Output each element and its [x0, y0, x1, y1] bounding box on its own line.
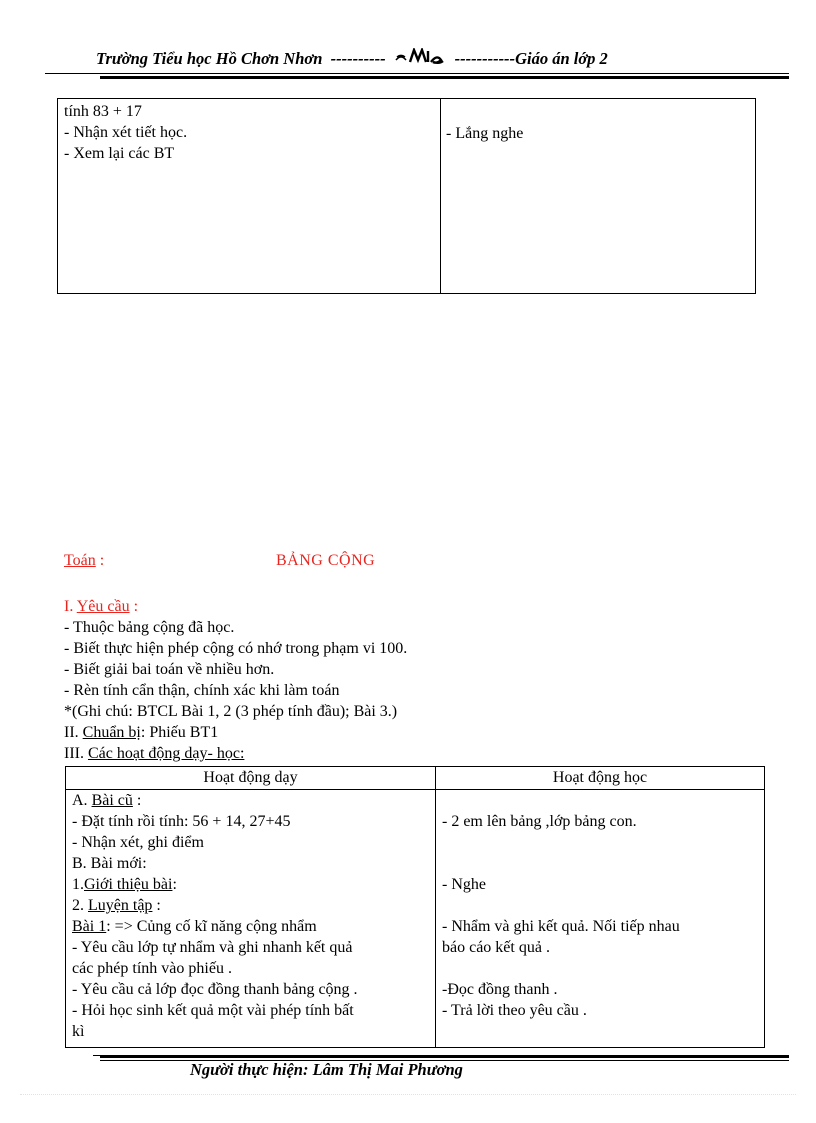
- school-name: Trường Tiểu học Hồ Chơn Nhơn: [96, 49, 323, 68]
- section-suffix: :: [172, 876, 177, 893]
- previous-lesson-table: [57, 98, 756, 294]
- exercise-label: Bài 1: [72, 918, 107, 935]
- activities-heading: [64, 743, 244, 764]
- student-line: -Đọc đồng thanh .: [442, 981, 558, 998]
- teacher-line: B. Bài mới:: [72, 855, 147, 872]
- page-header: [96, 48, 696, 72]
- requirements-heading: [64, 596, 138, 617]
- page-edge-dotted-line: [20, 1094, 796, 1095]
- heading-number: I.: [64, 598, 77, 615]
- activities-label: Các hoạt động dạy- học:: [87, 745, 245, 762]
- requirement-item: - Rèn tính cẩn thận, chính xác khi làm toán: [64, 682, 340, 699]
- footer-rule-thick: [100, 1055, 789, 1058]
- section-suffix: :: [132, 792, 142, 809]
- student-spacer: [442, 853, 762, 874]
- header-dashes-left: ----------: [330, 49, 386, 68]
- heading-suffix: :: [129, 598, 139, 615]
- logo-glyph-icon: [394, 48, 452, 64]
- requirement-item: - Biết giải bai toán về nhiều hơn.: [64, 661, 275, 678]
- lesson-title-row: [64, 552, 376, 574]
- header-rule-thin: [45, 73, 789, 74]
- teacher-line: - Nhận xét, ghi điểm: [72, 834, 204, 851]
- prep-label: Chuẩn bị: [82, 724, 141, 741]
- activities-number: III.: [64, 745, 88, 762]
- teacher-line: [72, 916, 430, 937]
- student-spacer: [442, 832, 762, 853]
- activities-table-header: [66, 767, 764, 790]
- requirement-item: - Biết thực hiện phép cộng có nhớ trong phạm vi 100.: [64, 640, 408, 657]
- section-number: 1.: [72, 876, 84, 893]
- prep-number: II.: [64, 724, 83, 741]
- lesson-title: BẢNG CỘNG: [276, 552, 376, 569]
- teacher-line: kì: [72, 1023, 85, 1040]
- table-column-divider: [440, 99, 441, 293]
- requirement-note: *(Ghi chú: BTCL Bài 1, 2 (3 phép tính đầu); Bài 3.): [64, 703, 398, 720]
- student-spacer: [442, 790, 762, 811]
- teacher-line: - Đặt tính rồi tính: 56 + 14, 27+45: [72, 813, 291, 830]
- student-spacer: [442, 958, 762, 979]
- exercise-goal: : => Củng cố kĩ năng cộng nhẩm: [106, 918, 317, 935]
- section-number: 2.: [72, 897, 88, 914]
- lesson-subject: Toán: [64, 552, 96, 569]
- section-label: Bài cũ: [91, 792, 133, 809]
- prep-value: : Phiếu BT1: [140, 724, 219, 741]
- teacher-line: - Yêu cầu cả lớp đọc đồng thanh bảng cộng .: [72, 981, 358, 998]
- teacher-line: [72, 895, 430, 916]
- activities-table: [65, 766, 765, 1048]
- previous-student-cell: [446, 123, 523, 144]
- student-spacer: [442, 895, 762, 916]
- previous-line: - Lắng nghe: [446, 125, 524, 142]
- preparation-line: [64, 722, 218, 743]
- teacher-line: [72, 790, 430, 811]
- previous-line: - Xem lại các BT: [64, 145, 175, 162]
- student-activities-cell: [442, 790, 762, 1021]
- section-number: A.: [72, 792, 92, 809]
- teacher-line: - Hỏi học sinh kết quả một vài phép tính bất: [72, 1002, 354, 1019]
- column-header-student: Hoạt động học: [552, 769, 648, 786]
- section-suffix: :: [152, 897, 161, 914]
- header-rule-thick: [100, 76, 789, 79]
- student-line: - Trả lời theo yêu cầu .: [442, 1002, 587, 1019]
- teacher-line: - Yêu cầu lớp tự nhẩm và ghi nhanh kết quả: [72, 939, 353, 956]
- header-subject: Giáo án lớp 2: [515, 49, 608, 68]
- heading-label: Yêu cầu: [76, 598, 130, 615]
- column-header-teacher: Hoạt động dạy: [203, 769, 298, 786]
- previous-line: tính 83 + 17: [64, 103, 142, 120]
- student-line: báo cáo kết quả .: [442, 939, 550, 956]
- student-line: - Nghe: [442, 876, 486, 893]
- previous-teacher-cell: [64, 101, 187, 164]
- section-label: Giới thiệu bài: [84, 876, 173, 893]
- requirement-item: - Thuộc bảng cộng đã học.: [64, 619, 235, 636]
- teacher-line: các phép tính vào phiếu .: [72, 960, 232, 977]
- student-line: - 2 em lên bảng ,lớp bảng con.: [442, 813, 637, 830]
- teacher-line: [72, 874, 430, 895]
- page-footer-author: Người thực hiện: Lâm Thị Mai Phương: [190, 1060, 463, 1079]
- previous-line: - Nhận xét tiết học.: [64, 124, 188, 141]
- lesson-subject-suffix: :: [95, 552, 105, 569]
- header-logo-icon: [394, 52, 455, 68]
- section-label: Luyện tập: [88, 897, 153, 914]
- student-line: - Nhẩm và ghi kết quả. Nối tiếp nhau: [442, 918, 680, 935]
- teacher-activities-cell: [72, 790, 430, 1042]
- header-dashes-right: -----------: [454, 49, 516, 68]
- activities-column-divider: [435, 767, 436, 1047]
